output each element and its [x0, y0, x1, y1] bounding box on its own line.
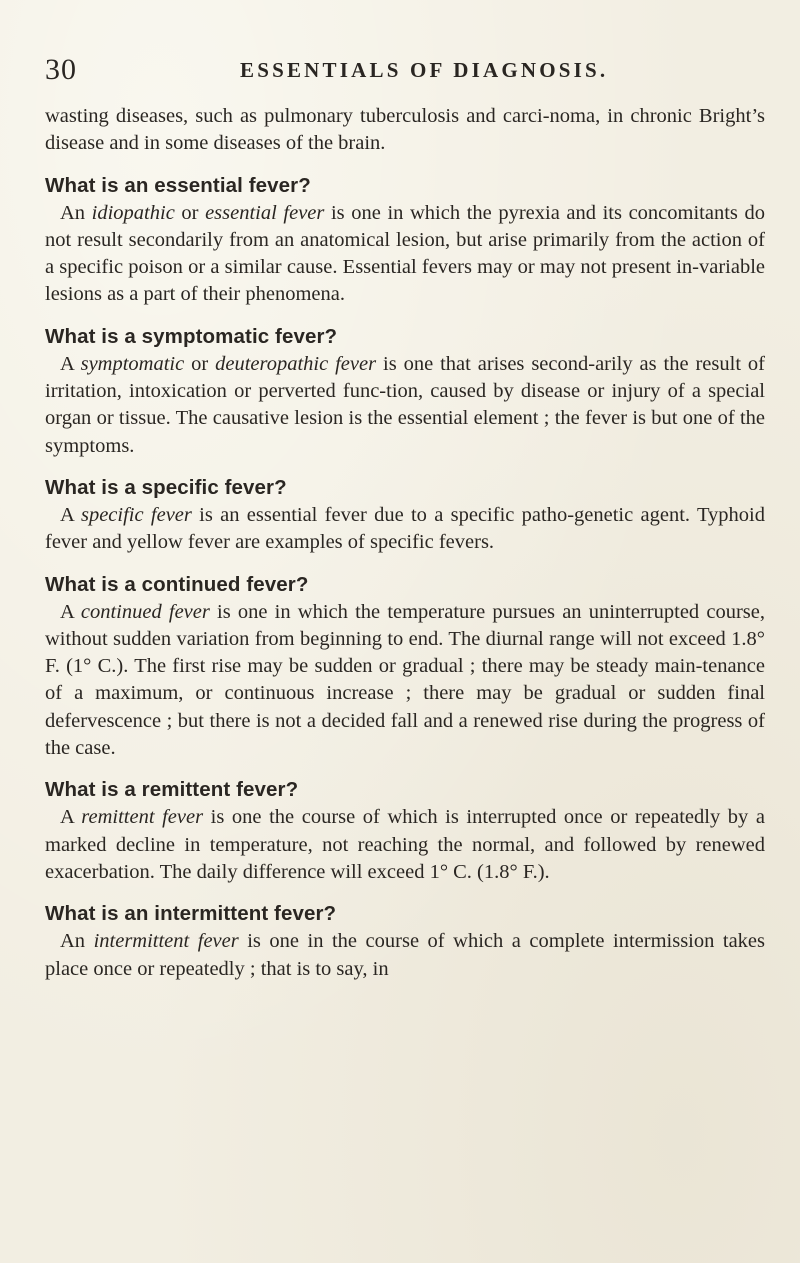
answer-lead: An [60, 930, 94, 953]
question-continued-fever: What is a continued fever? [45, 572, 309, 596]
answer-text: is one in which the temperature pursues an uninterrupted course, without sudden variation from beginning to end. The diurnal range will not exceed 1.8° F. (1° C.). The first rise may be sudden or gradual ; there may be steady main-tenance of a maximum, or continuous increase ; there may be gradual or sudden final defervescence ; but there is not a decided fall and a renewed rise during the progress of the case. [45, 600, 765, 760]
page-body [45, 103, 765, 983]
answer-text: is one in the course of which a complete intermission takes place once or repeatedly ; that is to say, in [45, 930, 766, 980]
answer-connector: or [174, 201, 206, 224]
question-symptomatic-fever: What is a symptomatic fever? [45, 324, 338, 348]
term-essential-fever: essential fever [205, 201, 325, 224]
term-intermittent-fever: intermittent fever [93, 930, 239, 953]
question-intermittent-fever: What is an intermittent fever? [45, 902, 337, 926]
answer-continued-fever [45, 599, 765, 763]
question-specific-fever: What is a specific fever? [45, 475, 287, 499]
page-number: 30 [45, 53, 77, 86]
term-idiopathic: idiopathic [91, 201, 175, 224]
answer-text: is one in which the pyrexia and its concomitants do not result secondarily from an anatomical lesion, but arise primarily from the action of a specific poison or a similar cause. Essential fevers may or may not present in-variable lesions as a part of their phenomena. [45, 201, 765, 306]
answer-lead: A [60, 600, 81, 623]
term-specific-fever: specific fever [80, 503, 192, 526]
term-continued-fever: continued fever [80, 600, 210, 623]
page-header [45, 50, 765, 90]
question-essential-fever: What is an essential fever? [45, 173, 311, 197]
answer-text: is one that arises second-arily as the result of irritation, intoxication or perverted func-tion, caused by disease or injury of a special organ or tissue. The causative lesion is the essential element ; the fever is but one of the symptoms. [45, 352, 765, 457]
answer-intermittent-fever [45, 928, 765, 983]
term-symptomatic: symptomatic [80, 352, 185, 375]
answer-essential-fever [45, 200, 765, 309]
answer-text: is one the course of which is interrupted once or repeatedly by a marked decline in temperature, not reaching the normal, and followed by renewed exacerbation. The daily difference will exceed 1° C. (1.8° F.). [45, 806, 765, 883]
term-deuteropathic-fever: deuteropathic fever [215, 352, 377, 375]
answer-text: is an essential fever due to a specific patho-genetic agent. Typhoid fever and yellow fever are examples of specific fevers. [45, 503, 765, 554]
term-remittent-fever: remittent fever [81, 806, 204, 829]
answer-lead: A [60, 352, 81, 375]
answer-remittent-fever [45, 804, 765, 886]
answer-symptomatic-fever [45, 351, 765, 460]
answer-connector: or [184, 352, 216, 375]
answer-lead: An [60, 201, 92, 224]
intro-paragraph: wasting diseases, such as pulmonary tuberculosis and carci-noma, in chronic Bright’s disease and in some diseases of the brain. [45, 105, 765, 155]
question-remittent-fever: What is a remittent fever? [45, 778, 299, 802]
answer-specific-fever [45, 502, 765, 557]
answer-lead: A [60, 503, 81, 526]
running-head: ESSENTIALS OF DIAGNOSIS. [240, 58, 609, 82]
answer-lead: A [60, 806, 82, 829]
